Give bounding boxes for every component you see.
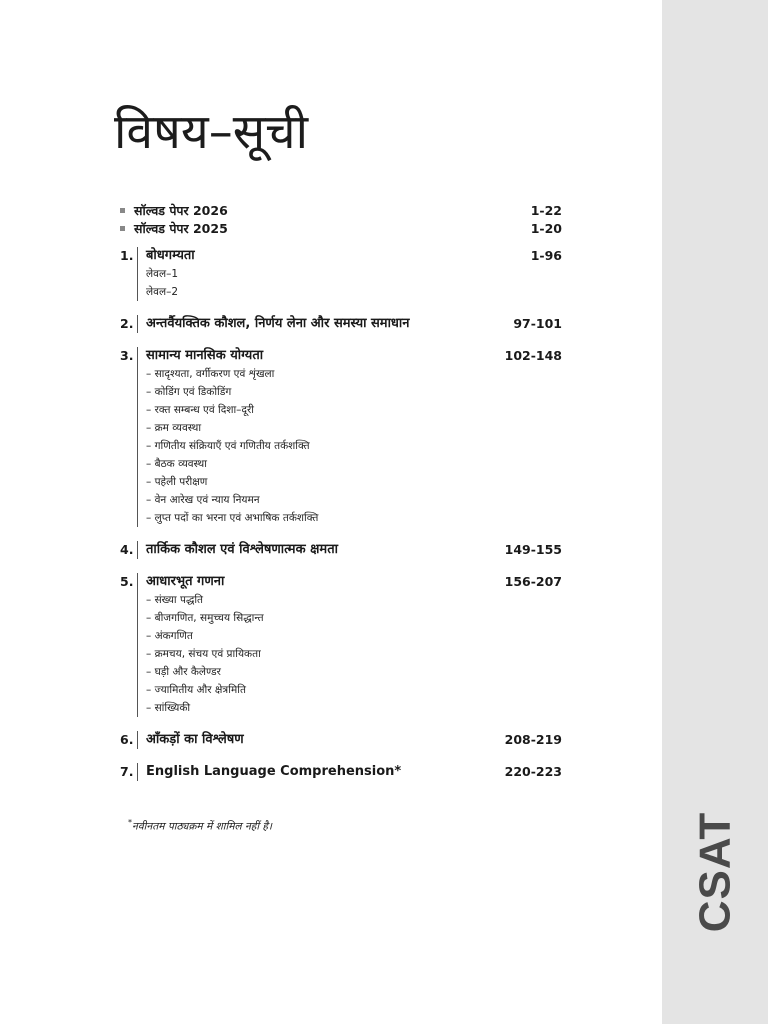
section-pages: 208-219 <box>504 732 562 747</box>
section-subitem: – बीजगणित, समुच्चय सिद्धान्त <box>146 612 264 624</box>
section-subitem: – संख्या पद्धति <box>146 594 204 606</box>
section-pages: 156-207 <box>504 574 562 589</box>
section-subitem: लेवल–1 <box>146 268 179 280</box>
section-number: 1. <box>120 248 134 263</box>
section-pages: 220-223 <box>504 764 562 779</box>
section-pages: 97-101 <box>513 316 562 331</box>
square-bullet-icon <box>120 226 125 231</box>
section-subitem: – वेन आरेख एवं न्याय नियमन <box>146 494 260 506</box>
solved-paper-row[interactable] <box>120 201 562 219</box>
section-number: 6. <box>120 732 134 747</box>
toc-section-2[interactable] <box>120 315 562 333</box>
section-subitem: – लुप्त पदों का भरना एवं अभाषिक तर्कशक्ति <box>146 512 319 524</box>
solved-papers-list <box>120 201 562 237</box>
side-label-text: CSAT <box>690 811 740 933</box>
section-body <box>137 347 562 527</box>
square-bullet-icon <box>120 208 125 213</box>
section-subitem: – अंकगणित <box>146 630 193 642</box>
section-body <box>137 763 562 781</box>
toc-section-7[interactable] <box>120 763 562 781</box>
section-body <box>137 247 562 301</box>
section-pages: 1-96 <box>530 248 562 263</box>
section-title: आधारभूत गणना <box>146 574 225 589</box>
toc-section-1[interactable] <box>120 247 562 301</box>
section-head <box>146 315 562 333</box>
solved-paper-pages: 1-22 <box>530 202 562 218</box>
solved-paper-label: सॉल्वड पेपर 2025 <box>134 220 228 236</box>
section-head <box>146 347 562 365</box>
section-title: बोधगम्यता <box>146 248 195 263</box>
section-body <box>137 731 562 749</box>
section-subitem: – घड़ी और कैलेण्डर <box>146 666 221 678</box>
section-head <box>146 731 562 749</box>
section-subitem: लेवल–2 <box>146 286 179 298</box>
footnote <box>128 818 272 834</box>
section-title: सामान्य मानसिक योग्यता <box>146 348 264 363</box>
section-subitem: – क्रमचय, संचय एवं प्रायिकता <box>146 648 261 660</box>
section-subitem: – सांख्यिकी <box>146 702 191 714</box>
section-subitem: – क्रम व्यवस्था <box>146 422 202 434</box>
section-head <box>146 247 562 265</box>
section-head <box>146 541 562 559</box>
section-subitem: – गणितीय संक्रियाएँ एवं गणितीय तर्कशक्ति <box>146 440 310 452</box>
section-subitem: – पहेली परीक्षण <box>146 476 208 488</box>
section-pages: 102-148 <box>504 348 562 363</box>
toc-section-3[interactable] <box>120 347 562 527</box>
footnote-text: नवीनतम पाठ्यक्रम में शामिल नहीं है। <box>132 820 272 833</box>
toc-section-5[interactable] <box>120 573 562 717</box>
section-body <box>137 541 562 559</box>
toc-sections <box>120 247 562 795</box>
section-title: आँकड़ों का विश्लेषण <box>146 732 244 747</box>
section-number: 2. <box>120 316 134 331</box>
section-body <box>137 315 562 333</box>
footnote-marker: * <box>128 818 132 827</box>
section-subitem: – ज्यामितीय और क्षेत्रमिति <box>146 684 246 696</box>
toc-section-6[interactable] <box>120 731 562 749</box>
section-subitem: – सादृश्यता, वर्गीकरण एवं शृंखला <box>146 368 275 380</box>
section-title: English Language Comprehension* <box>146 764 402 779</box>
section-number: 5. <box>120 574 134 589</box>
section-head <box>146 763 562 781</box>
solved-paper-label: सॉल्वड पेपर 2026 <box>134 202 228 218</box>
section-number: 7. <box>120 764 134 779</box>
toc-section-4[interactable] <box>120 541 562 559</box>
solved-paper-pages: 1-20 <box>530 220 562 236</box>
solved-paper-row[interactable] <box>120 219 562 237</box>
section-subitem: – बैठक व्यवस्था <box>146 458 207 470</box>
section-title: तार्किक कौशल एवं विश्लेषणात्मक क्षमता <box>146 542 338 557</box>
side-label <box>662 812 768 932</box>
section-number: 4. <box>120 542 134 557</box>
section-body <box>137 573 562 717</box>
section-title: अन्तर्वैयक्तिक कौशल, निर्णय लेना और समस्या समाधान <box>146 316 410 331</box>
section-pages: 149-155 <box>504 542 562 557</box>
section-number: 3. <box>120 348 134 363</box>
section-subitem: – कोडिंग एवं डिकोडिंग <box>146 386 232 398</box>
page-title: विषय–सूची <box>114 104 309 160</box>
section-head <box>146 573 562 591</box>
section-subitem: – रक्त सम्बन्ध एवं दिशा–दूरी <box>146 404 255 416</box>
